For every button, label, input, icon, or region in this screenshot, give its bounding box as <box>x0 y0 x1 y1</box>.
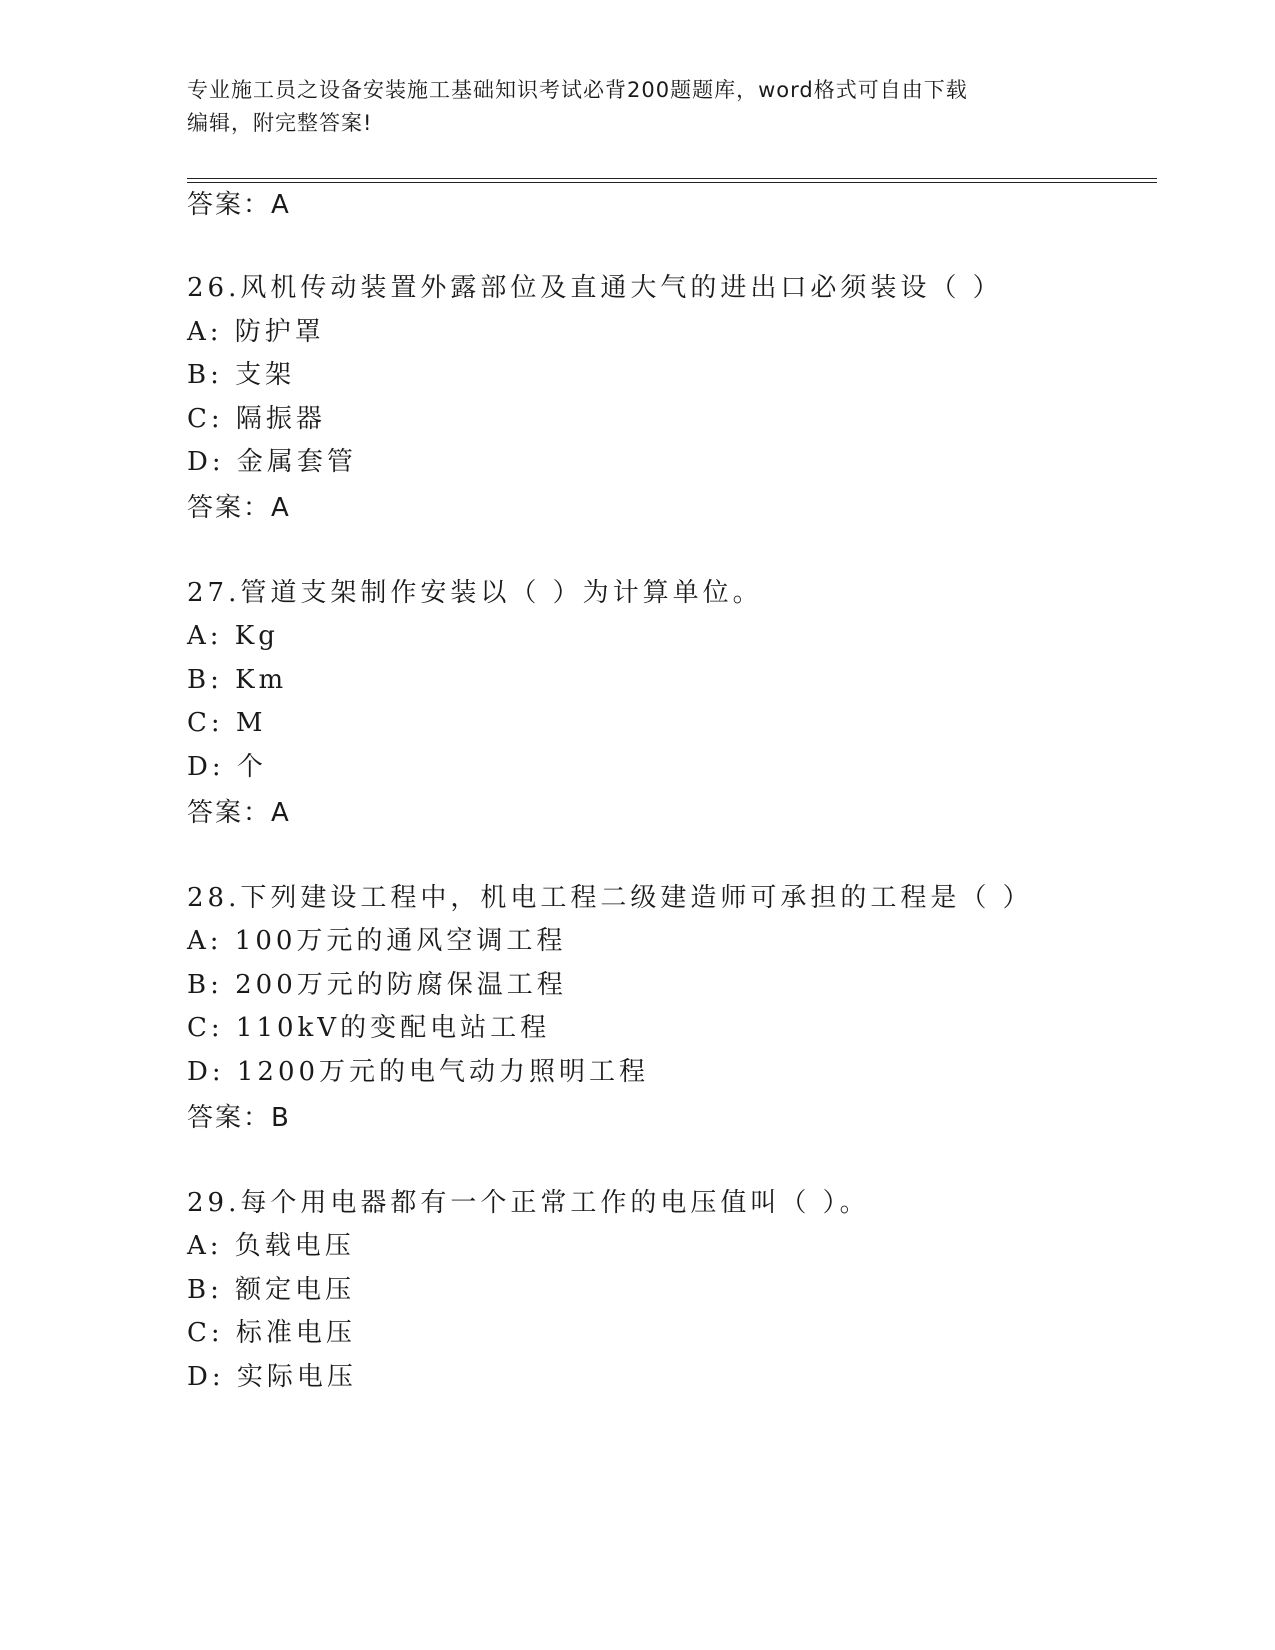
question-26-stem: 26.风机传动装置外露部位及直通大气的进出口必须装设（ ） <box>187 273 1003 303</box>
question-28-stem: 28.下列建设工程中，机电工程二级建造师可承担的工程是（ ） <box>187 883 1033 913</box>
question-28-option-b: B: 200万元的防腐保温工程 <box>187 970 567 1000</box>
question-28-answer: 答案：B <box>187 1103 291 1133</box>
question-27-option-c: C: M <box>187 708 267 738</box>
question-26-option-c: C: 隔振器 <box>187 404 326 434</box>
question-28-option-c: C: 110kV的变配电站工程 <box>187 1013 551 1043</box>
header-line-2: 编辑，附完整答案! <box>187 111 373 135</box>
question-26-option-b: B: 支架 <box>187 360 296 390</box>
answer-25: 答案：A <box>187 190 291 220</box>
question-26-answer: 答案：A <box>187 493 291 523</box>
question-27-option-b: B: Km <box>187 665 288 695</box>
question-27-answer: 答案：A <box>187 798 291 828</box>
header-divider <box>187 178 1157 183</box>
question-28-option-d: D: 1200万元的电气动力照明工程 <box>187 1057 650 1087</box>
question-27-option-a: A: Kg <box>187 621 279 651</box>
question-26-option-a: A: 防护罩 <box>187 317 325 347</box>
document-header <box>187 74 1067 140</box>
question-29-option-c: C: 标准电压 <box>187 1318 356 1348</box>
question-29-option-d: D: 实际电压 <box>187 1362 357 1392</box>
question-27-option-d: D: 个 <box>187 752 267 782</box>
question-26-option-d: D: 金属套管 <box>187 447 357 477</box>
question-27-stem: 27.管道支架制作安装以（ ）为计算单位。 <box>187 578 763 608</box>
question-28-option-a: A: 100万元的通风空调工程 <box>187 926 567 956</box>
question-29-stem: 29.每个用电器都有一个正常工作的电压值叫（ ）。 <box>187 1188 870 1218</box>
question-29-option-a: A: 负载电压 <box>187 1231 355 1261</box>
header-line-1: 专业施工员之设备安装施工基础知识考试必背200题题库，word格式可自由下载 <box>187 78 968 102</box>
question-29-option-b: B: 额定电压 <box>187 1275 356 1305</box>
